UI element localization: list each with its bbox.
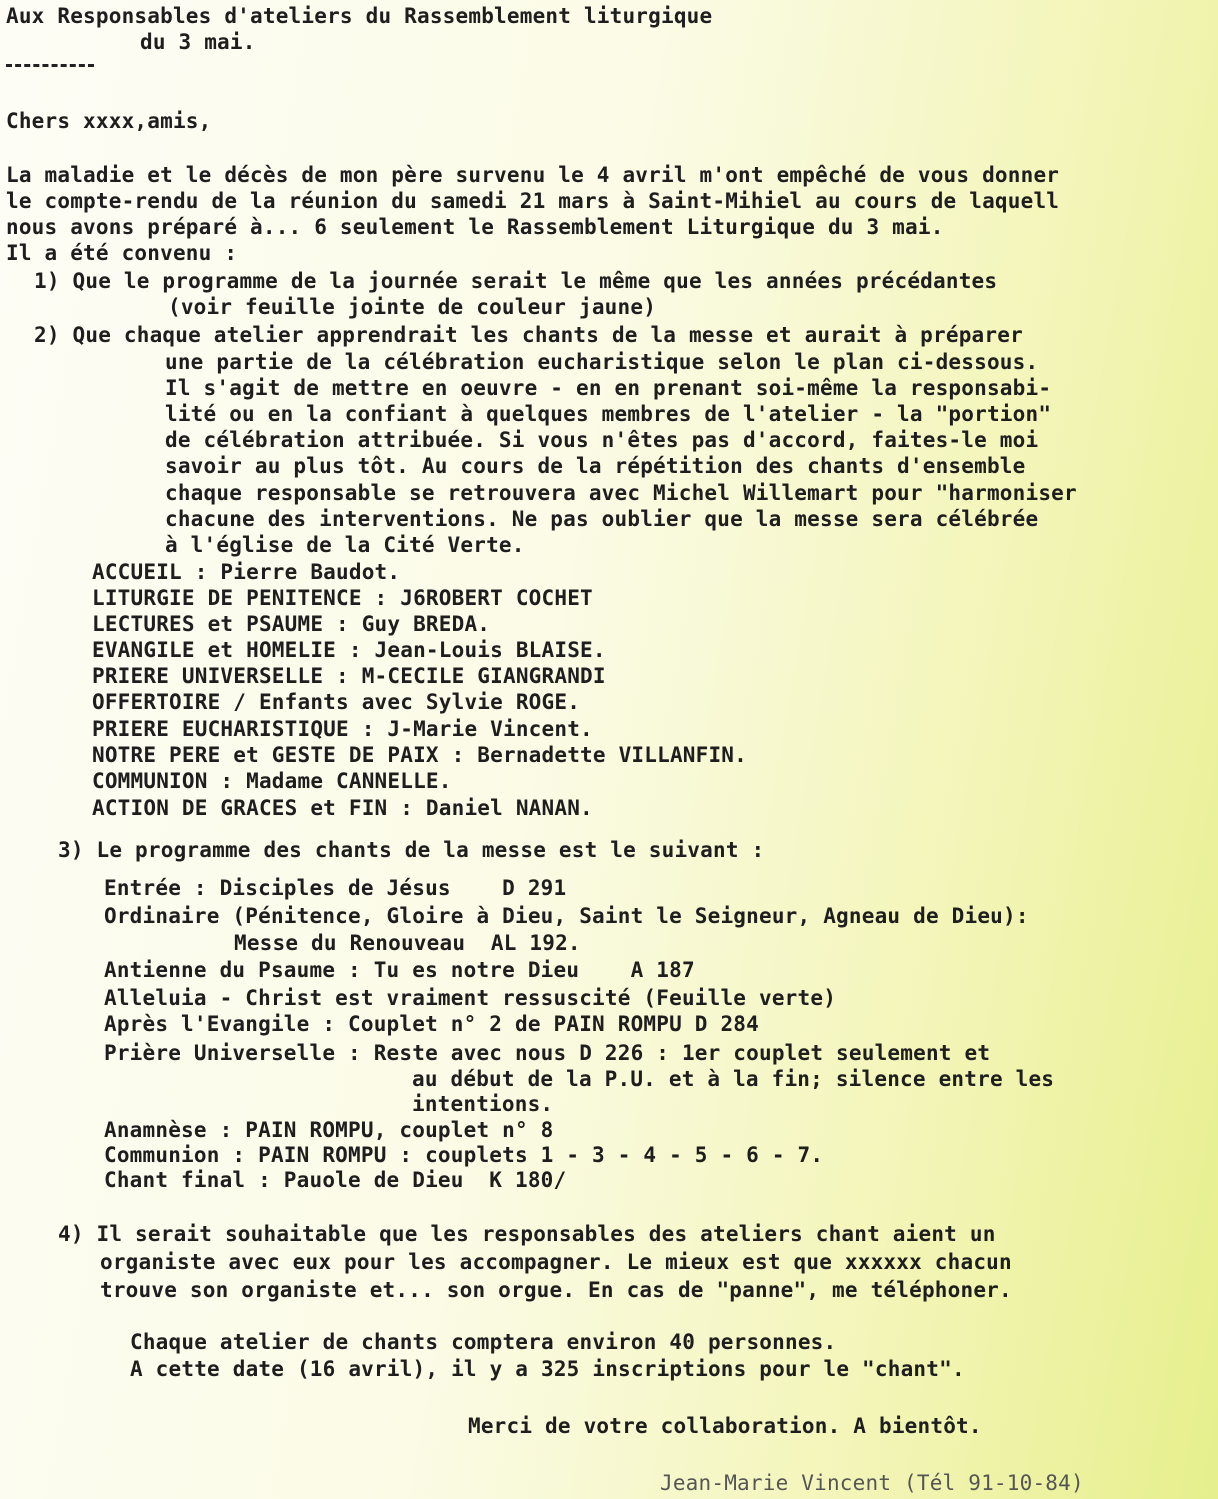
assignment-item: LITURGIE DE PENITENCE : J6ROBERT COCHET [92, 586, 593, 610]
song-line: Anamnèse : PAIN ROMPU, couplet n° 8 [104, 1118, 554, 1142]
song-line: Après l'Evangile : Couplet n° 2 de PAIN ROMPU D 284 [104, 1012, 759, 1036]
point-2-line: chaque responsable se retrouvera avec Michel Willemart pour "harmoniser [165, 481, 1077, 505]
header-line-1: Aux Responsables d'ateliers du Rassemblement liturgique [6, 4, 713, 28]
song-line: au début de la P.U. et à la fin; silence entre les [412, 1067, 1055, 1091]
header-line-2: du 3 mai. [140, 30, 256, 54]
point-2-line: Il s'agit de mettre en oeuvre - en en prenant soi-même la responsabi- [165, 376, 1052, 400]
song-line: Prière Universelle : Reste avec nous D 226 : 1er couplet seulement et [104, 1041, 991, 1065]
closing-line: Chaque atelier de chants comptera environ 40 personnes. [130, 1330, 837, 1354]
intro-line: La maladie et le décès de mon père survenu le 4 avril m'ont empêché de vous donner [6, 163, 1060, 187]
point-2-line: de célébration attribuée. Si vous n'êtes pas d'accord, faites-le moi [165, 428, 1039, 452]
point-2-line: à l'église de la Cité Verte. [165, 533, 525, 557]
point-1-line: (voir feuille jointe de couleur jaune) [168, 295, 657, 319]
song-line: Alleluia - Christ est vraiment ressuscité (Feuille verte) [104, 986, 837, 1010]
salutation: Chers xxxx,amis, [6, 109, 212, 133]
assignment-item: NOTRE PERE et GESTE DE PAIX : Bernadette VILLANFIN. [92, 743, 747, 767]
assignment-item: COMMUNION : Madame CANNELLE. [92, 769, 452, 793]
song-line: Antienne du Psaume : Tu es notre Dieu A 187 [104, 958, 695, 982]
point-1-line: 1) Que le programme de la journée serait le même que les années précédantes [34, 269, 998, 293]
assignment-item: ACCUEIL : Pierre Baudot. [92, 560, 401, 584]
point-2-line: savoir au plus tôt. Au cours de la répétition des chants d'ensemble [165, 454, 1026, 478]
assignment-item: OFFERTOIRE / Enfants avec Sylvie ROGE. [92, 690, 581, 714]
intro-line: Il a été convenu : [6, 241, 238, 265]
signature: Jean-Marie Vincent (Tél 91-10-84) [660, 1471, 1084, 1495]
assignment-item: EVANGILE et HOMELIE : Jean-Louis BLAISE. [92, 638, 606, 662]
intro-line: nous avons préparé à... 6 seulement le Rassemblement Liturgique du 3 mai. [6, 215, 944, 239]
point-4-line: 4) Il serait souhaitable que les responsables des ateliers chant aient un [58, 1222, 996, 1246]
closing-line: A cette date (16 avril), il y a 325 inscriptions pour le "chant". [130, 1357, 965, 1381]
point-2-line: 2) Que chaque atelier apprendrait les chants de la messe et aurait à préparer [34, 323, 1023, 347]
header-divider [6, 64, 94, 67]
assignment-item: LECTURES et PSAUME : Guy BREDA. [92, 612, 491, 636]
intro-line: le compte-rendu de la réunion du samedi 21 mars à Saint-Mihiel au cours de laquell [6, 189, 1060, 213]
song-line: Messe du Renouveau AL 192. [234, 931, 581, 955]
thanks-line: Merci de votre collaboration. A bientôt. [468, 1414, 982, 1438]
point-3-title: 3) Le programme des chants de la messe est le suivant : [58, 838, 765, 862]
song-line: Chant final : Pauole de Dieu K 180/ [104, 1168, 567, 1192]
song-line: Communion : PAIN ROMPU : couplets 1 - 3 - 4 - 5 - 6 - 7. [104, 1143, 824, 1167]
assignment-item: ACTION DE GRACES et FIN : Daniel NANAN. [92, 796, 593, 820]
assignment-item: PRIERE EUCHARISTIQUE : J-Marie Vincent. [92, 717, 593, 741]
point-2-line: lité ou en la confiant à quelques membres de l'atelier - la "portion" [165, 402, 1052, 426]
point-4-line: trouve son organiste et... son orgue. En cas de "panne", me téléphoner. [100, 1278, 1012, 1302]
point-4-line: organiste avec eux pour les accompagner. Le mieux est que xxxxxx chacun [100, 1250, 1012, 1274]
song-line: Entrée : Disciples de Jésus D 291 [104, 876, 567, 900]
song-line: Ordinaire (Pénitence, Gloire à Dieu, Saint le Seigneur, Agneau de Dieu): [104, 904, 1029, 928]
song-line: intentions. [412, 1092, 554, 1116]
point-2-line: une partie de la célébration eucharistique selon le plan ci-dessous. [165, 350, 1039, 374]
assignment-item: PRIERE UNIVERSELLE : M-CECILE GIANGRANDI [92, 664, 606, 688]
point-2-line: chacune des interventions. Ne pas oublier que la messe sera célébrée [165, 507, 1039, 531]
